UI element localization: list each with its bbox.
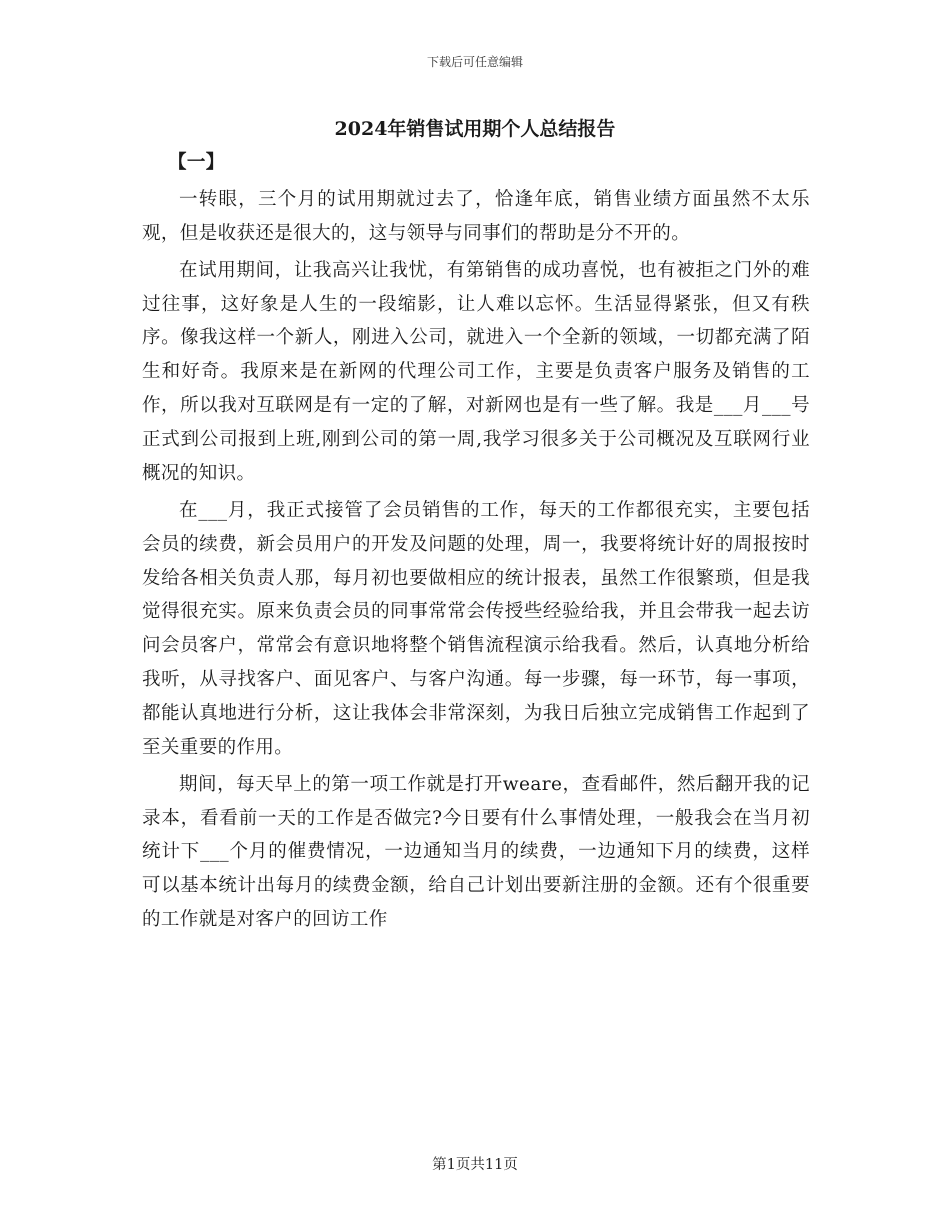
paragraph: 在试用期间，让我高兴让我忧，有第销售的成功喜悦，也有被拒之门外的难过往事，这好象是人生的一段缩影，让人难以忘怀。生活显得紧张，但又有秩序。像我这样一个新人，刚进入公司，就进入一个全新的领域，一切都充满了陌生和好奇。我原来是在新网的代理公司工作，主要是负责客户服务及销售的工作，所以我对互联网是有一定的了解，对新网也是有一些了解。我是___月___号正式到公司报到上班,刚到公司的第一周,我学习很多关于公司概况及互联网行业概况的知识。 bbox=[142, 259, 810, 484]
page-header-note: 下载后可任意编辑 bbox=[426, 55, 523, 69]
section-label: 【一】 bbox=[168, 152, 225, 173]
paragraph: 期间，每天早上的第一项工作就是打开weare，查看邮件，然后翻开我的记录本，看看前一天的工作是否做完?今日要有什么事情处理，一般我会在当月初统计下___个月的催费情况，一边通知当月的续费，一边通知下月的续费，这样可以基本统计出每月的续费金额，给自己计划出要新注册的金额。还有个很重要的工作就是对客户的回访工作 bbox=[142, 773, 810, 931]
document-title: 2024年销售试用期个人总结报告 bbox=[334, 118, 616, 140]
paragraph: 在___月，我正式接管了会员销售的工作，每天的工作都很充实，主要包括会员的续费，新会员用户的开发及问题的处理，周一，我要将统计好的周报按时发给各相关负责人那，每月初也要做相应的统计报表，虽然工作很繁琐，但是我觉得很充实。原来负责会员的同事常常会传授些经验给我，并且会带我一起去访问会员客户，常常会有意识地将整个销售流程演示给我看。然后，认真地分析给我听，从寻找客户、面见客户、与客户沟通。每一步骤，每一环节，每一事项，都能认真地进行分析，这让我体会非常深刻，为我日后独立完成销售工作起到了至关重要的作用。 bbox=[142, 499, 810, 758]
document-body bbox=[142, 146, 810, 940]
paragraph: 一转眼，三个月的试用期就过去了，恰逢年底，销售业绩方面虽然不太乐观，但是收获还是很大的，这与领导与同事们的帮助是分不开的。 bbox=[142, 188, 810, 244]
page-number-footer: 第1页共11页 bbox=[432, 1157, 518, 1173]
